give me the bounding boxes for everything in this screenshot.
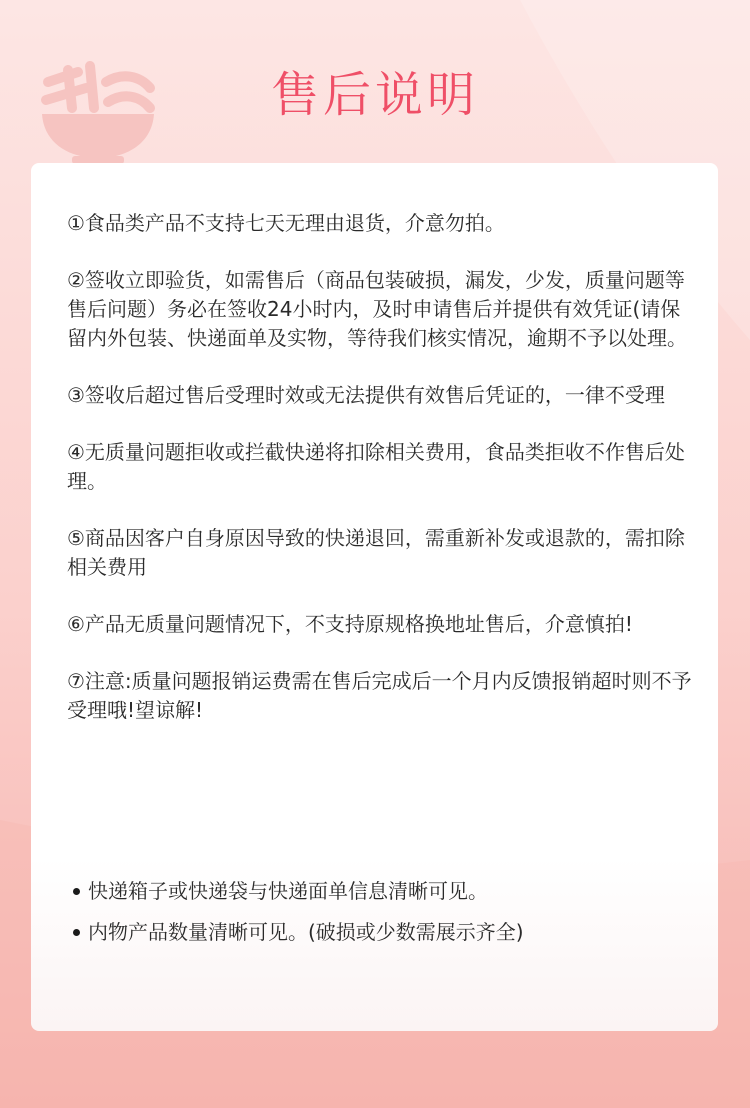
rule-item: ③签收后超过售后受理时效或无法提供有效售后凭证的，一律不受理	[67, 383, 665, 407]
policy-card	[31, 163, 718, 1031]
rule-item: ⑤商品因客户自身原因导致的快递退回，需重新补发或退款的，需扣除相关费用	[67, 526, 685, 579]
bullet-text: 内物产品数量清晰可见。(破损或少数需展示齐全)	[88, 920, 524, 944]
rule-item: ⑥产品无质量问题情况下，不支持原规格换地址售后，介意慎拍!	[67, 612, 633, 636]
bullet-text: 快递箱子或快递袋与快递面单信息清晰可见。	[88, 879, 488, 903]
page-title: 售后说明	[270, 67, 479, 123]
bullet-item	[67, 877, 697, 906]
bullet-dot-icon	[73, 888, 80, 895]
bullet-item	[67, 918, 697, 947]
rules-list	[67, 209, 697, 753]
rule-item: ④无质量问题拒收或拦截快递将扣除相关费用，食品类拒收不作售后处理。	[67, 440, 685, 493]
rule-item: ①食品类产品不支持七天无理由退货，介意勿拍。	[67, 211, 505, 235]
bullet-dot-icon	[73, 929, 80, 936]
rule-item: ②签收立即验货，如需售后（商品包装破损，漏发，少发，质量问题等售后问题）务必在签收24小时内，及时申请售后并提供有效凭证(请保留内外包装、快递面单及实物，等待我们核实情况，逾期不予以处理。	[67, 268, 687, 350]
rule-item: ⑦注意:质量问题报销运费需在售后完成后一个月内反馈报销超时则不予受理哦!望谅解!	[67, 669, 692, 722]
bullet-list	[67, 877, 697, 959]
